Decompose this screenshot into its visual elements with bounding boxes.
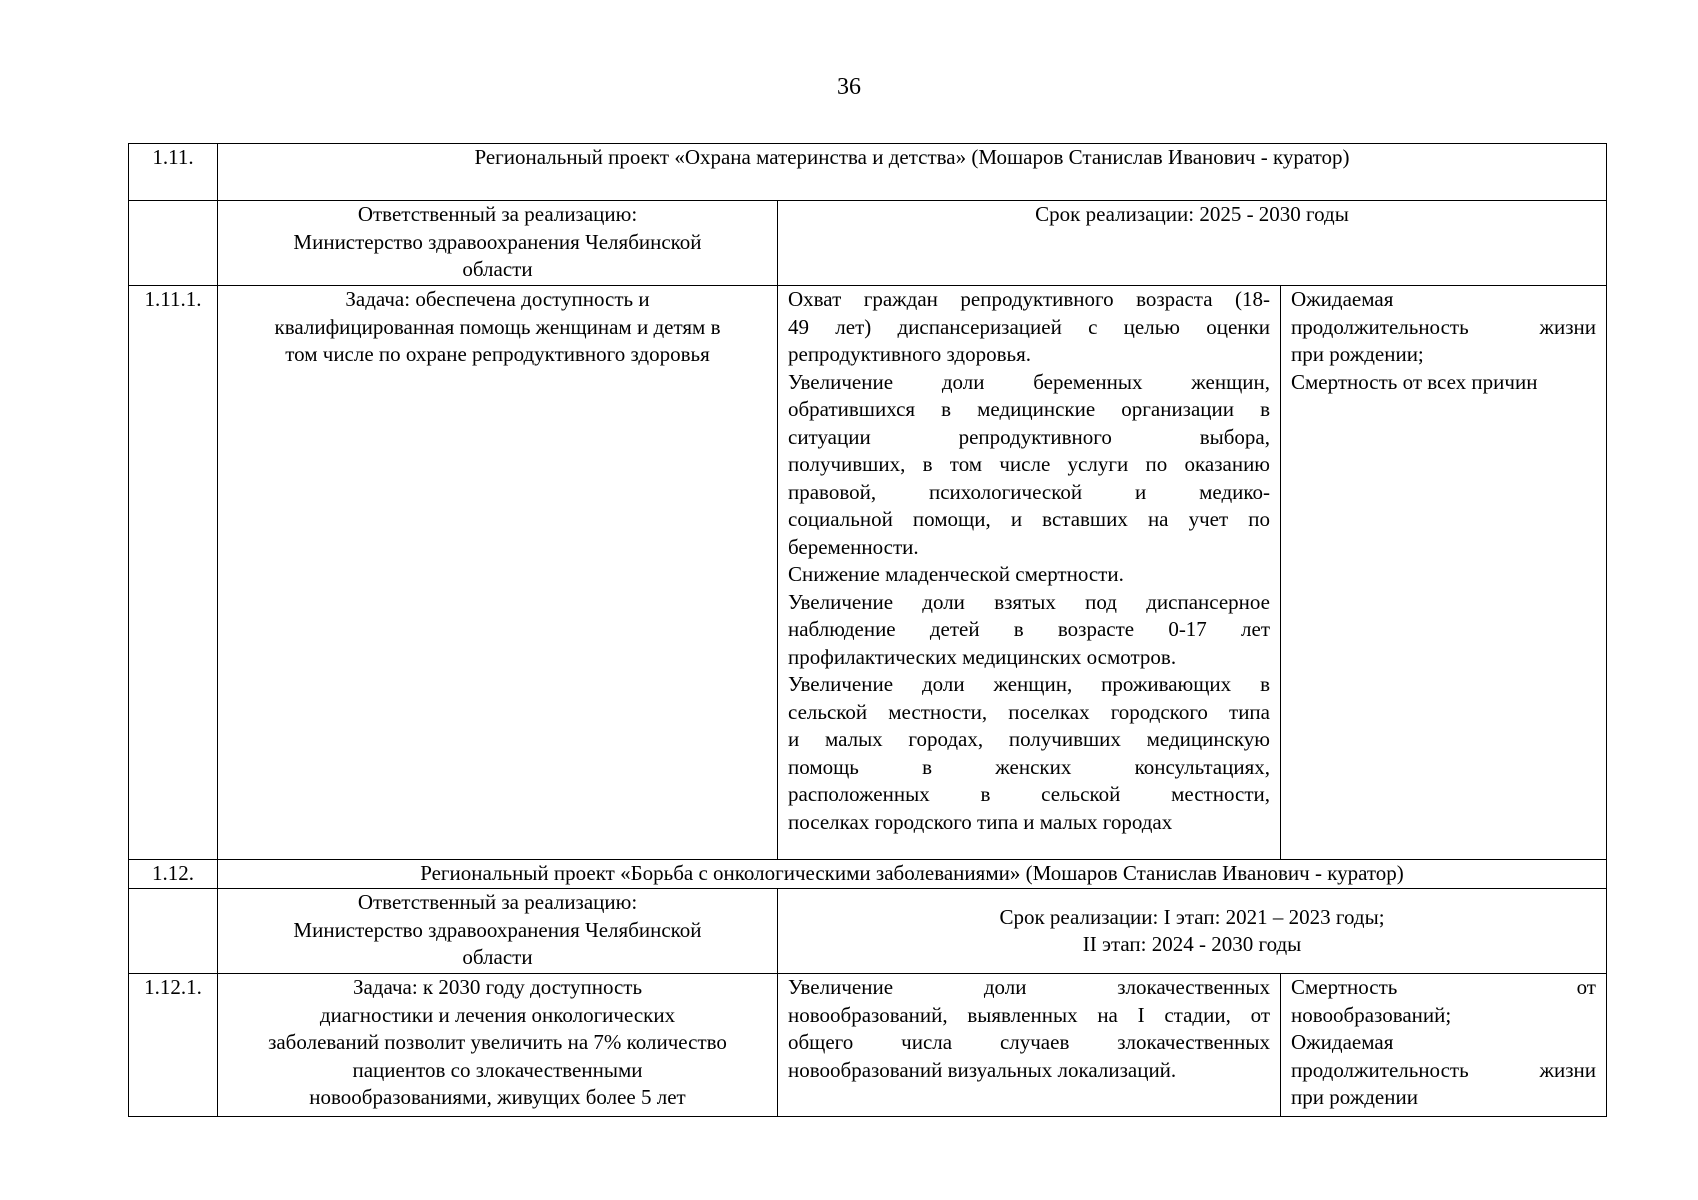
- text-line: продолжительность жизни: [1291, 1057, 1596, 1082]
- text-line: общего числа случаев злокачественных: [788, 1030, 1270, 1054]
- text-line: Увеличение доли взятых под диспансерное: [788, 589, 1270, 614]
- text-line: Увеличение доли женщин, проживающих в: [788, 672, 1270, 696]
- indicators-cell: [778, 974, 1281, 1117]
- section-row-1-12: [129, 860, 1607, 889]
- section-number: 1.12.: [129, 860, 218, 889]
- responsible-row-1-11: [129, 201, 1607, 286]
- text-line: профилактических медицинских осмотров.: [788, 644, 1177, 669]
- projects-table: [128, 143, 1607, 1117]
- section-number: 1.11.: [129, 144, 218, 201]
- task-line: диагностики и лечения онкологических: [319, 1002, 676, 1027]
- empty-cell: [129, 889, 218, 974]
- term-cell: Срок реализации: 2025 - 2030 годы: [778, 201, 1607, 286]
- task-number: 1.12.1.: [129, 974, 218, 1117]
- task-line: Задача: обеспечена доступность и: [345, 287, 650, 311]
- text-line: и малых городах, получивших медицинскую: [788, 727, 1270, 751]
- term-line: II этап: 2024 - 2030 годы: [1082, 932, 1302, 956]
- task-line: пациентов со злокачественными: [352, 1057, 643, 1082]
- text-line: помощь в женских консультациях,: [788, 754, 1270, 779]
- text-line: при рождении: [1291, 1085, 1418, 1109]
- text-line: социальной помощи, и вставших на учет по: [788, 507, 1270, 531]
- responsible-row-1-12: [129, 889, 1607, 974]
- text-line: новообразований;: [1291, 1002, 1452, 1027]
- task-line: том числе по охране репродуктивного здоровья: [285, 342, 710, 366]
- text-line: Смертность от: [1291, 975, 1596, 999]
- task-cell: [218, 974, 778, 1117]
- text-line: продолжительность жизни: [1291, 314, 1596, 339]
- section-title: Региональный проект «Охрана материнства и детства» (Мошаров Станислав Иванович - куратор): [218, 144, 1607, 201]
- task-number: 1.11.1.: [129, 286, 218, 860]
- empty-cell: [129, 201, 218, 286]
- task-row-1-12-1: [129, 974, 1607, 1117]
- text-line: правовой, психологической и медико-: [788, 479, 1270, 504]
- text-line: расположенных в сельской местности,: [788, 782, 1270, 806]
- responsible-line: Ответственный за реализацию:: [357, 890, 638, 914]
- text-line: Увеличение доли злокачественных: [788, 975, 1270, 999]
- text-line: Снижение младенческой смертности.: [788, 562, 1124, 586]
- responsible-line: Ответственный за реализацию:: [357, 202, 638, 226]
- term-line: Срок реализации: I этап: 2021 – 2023 годы;: [999, 904, 1385, 929]
- text-line: беременности.: [788, 534, 919, 559]
- text-line: новообразований, выявленных на I стадии, от: [788, 1002, 1270, 1027]
- text-line: получивших, в том числе услуги по оказанию: [788, 452, 1270, 476]
- responsible-line: области: [462, 945, 533, 969]
- task-line: Задача: к 2030 году доступность: [352, 975, 643, 999]
- text-line: наблюдение детей в возрасте 0-17 лет: [788, 617, 1270, 641]
- responsible-line: Министерство здравоохранения Челябинской: [293, 229, 702, 254]
- goals-cell: [1281, 286, 1607, 860]
- responsible-cell: [218, 889, 778, 974]
- text-line: Ожидаемая: [1291, 287, 1394, 311]
- text-line: Охват граждан репродуктивного возраста (18-: [788, 287, 1270, 311]
- task-line: квалифицированная помощь женщинам и детям в: [274, 314, 721, 339]
- term-cell: [778, 889, 1607, 974]
- responsible-line: Министерство здравоохранения Челябинской: [293, 917, 702, 942]
- text-line: 49 лет) диспансеризацией с целью оценки: [788, 314, 1270, 339]
- text-line: ситуации репродуктивного выбора,: [788, 424, 1270, 449]
- section-title: Региональный проект «Борьба с онкологическими заболеваниями» (Мошаров Станислав Иванович - куратор): [218, 860, 1607, 889]
- text-line: сельской местности, поселках городского типа: [788, 699, 1270, 724]
- text-line: репродуктивного здоровья.: [788, 342, 1031, 366]
- responsible-cell: [218, 201, 778, 286]
- task-line: заболеваний позволит увеличить на 7% количество: [268, 1030, 727, 1054]
- text-line: обратившихся в медицинские организации в: [788, 397, 1270, 421]
- text-line: Увеличение доли беременных женщин,: [788, 369, 1270, 394]
- text-line: Ожидаемая: [1291, 1030, 1394, 1054]
- text-line: новообразований визуальных локализаций.: [788, 1057, 1177, 1082]
- indicators-cell: [778, 286, 1281, 860]
- text-line: при рождении;: [1291, 342, 1424, 366]
- goals-cell: [1281, 974, 1607, 1117]
- text-line: Смертность от всех причин: [1291, 369, 1538, 394]
- task-row-1-11-1: [129, 286, 1607, 860]
- task-line: новообразованиями, живущих более 5 лет: [309, 1085, 686, 1109]
- responsible-line: области: [462, 257, 533, 281]
- section-row-1-11: [129, 144, 1607, 201]
- page-number: 36: [837, 74, 861, 100]
- task-cell: [218, 286, 778, 860]
- text-line: поселках городского типа и малых городах: [788, 809, 1173, 834]
